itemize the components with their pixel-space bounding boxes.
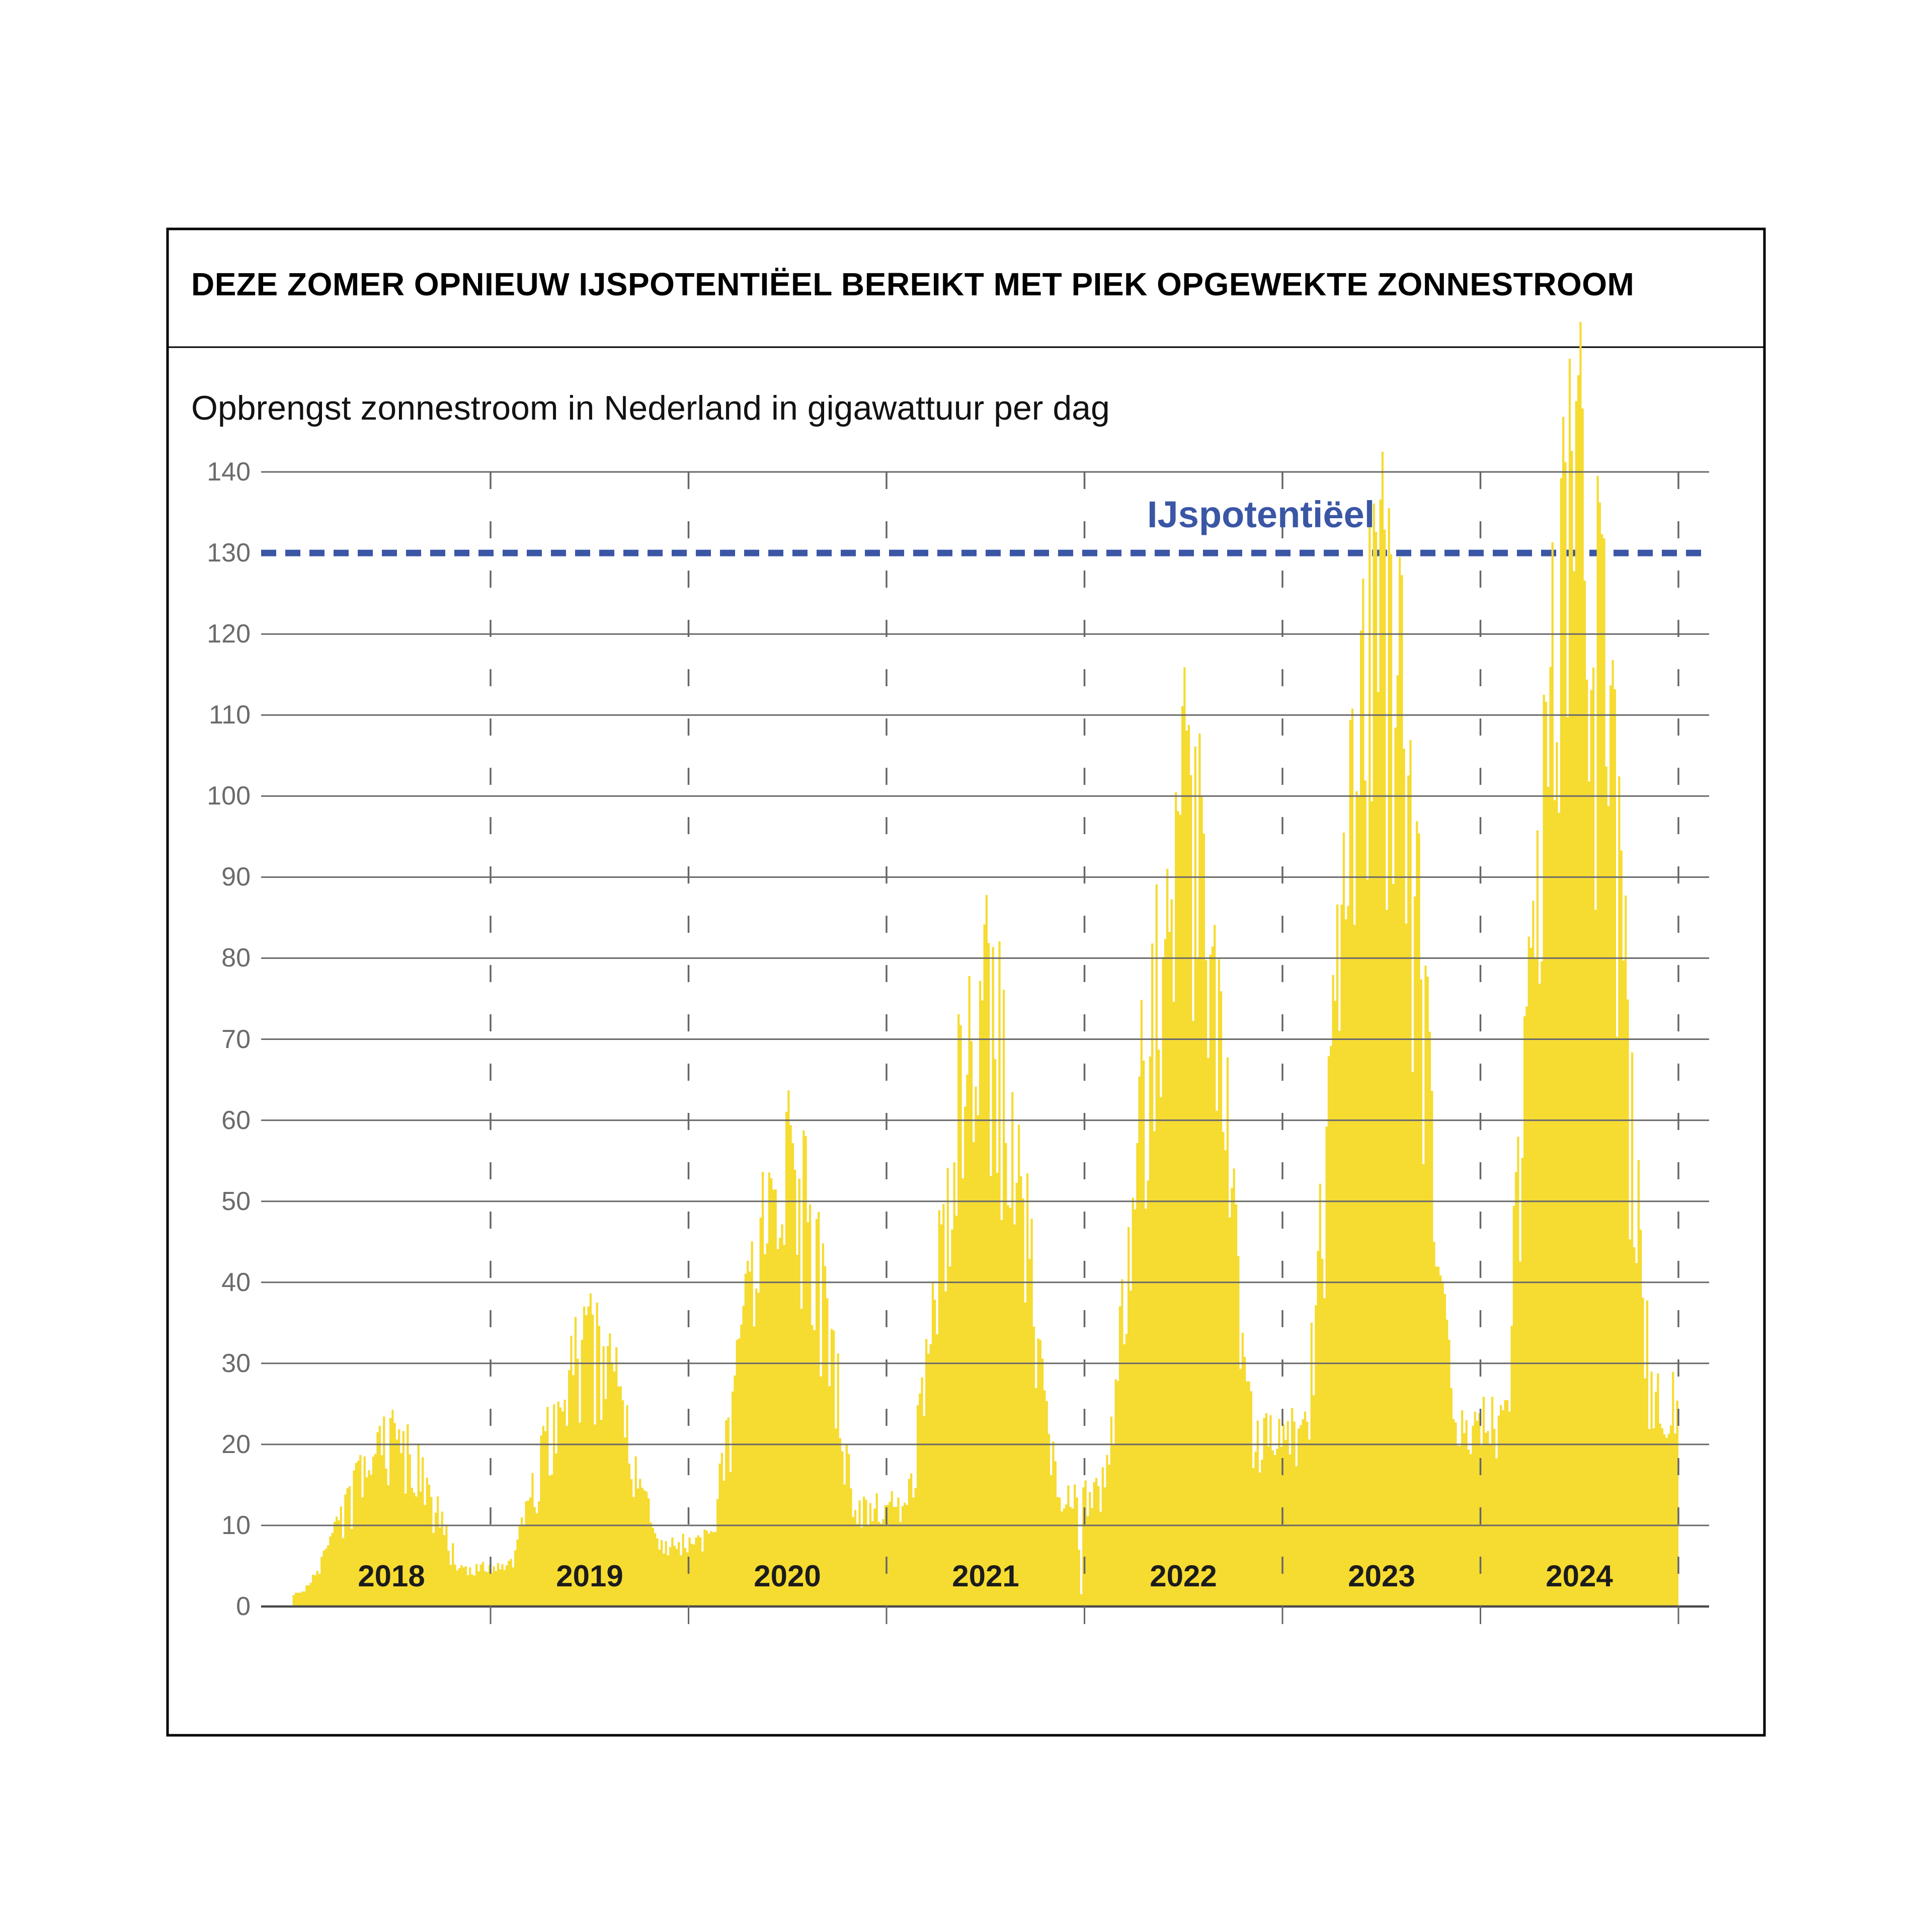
threshold-label: IJspotentiëel (1147, 494, 1375, 535)
y-tick-30: 30 (221, 1349, 251, 1378)
y-tick-80: 80 (221, 943, 251, 973)
year-label-2023: 2023 (1348, 1559, 1415, 1593)
y-tick-130: 130 (207, 538, 251, 568)
year-label-2018: 2018 (358, 1559, 425, 1593)
y-tick-0: 0 (236, 1592, 251, 1621)
y-tick-90: 90 (221, 862, 251, 892)
year-label-2019: 2019 (556, 1559, 623, 1593)
y-tick-120: 120 (207, 619, 251, 649)
y-tick-40: 40 (221, 1268, 251, 1297)
year-label-2022: 2022 (1150, 1559, 1217, 1593)
year-label-2020: 2020 (754, 1559, 821, 1593)
y-tick-110: 110 (209, 700, 251, 730)
year-label-2021: 2021 (952, 1559, 1019, 1593)
y-tick-50: 50 (221, 1187, 251, 1216)
y-tick-20: 20 (221, 1430, 251, 1459)
year-label-2024: 2024 (1546, 1559, 1613, 1593)
y-tick-10: 10 (221, 1511, 251, 1540)
chart-title: DEZE ZOMER OPNIEUW IJSPOTENTIËEL BEREIKT MET PIEK OPGEWEKTE ZONNESTROOM (191, 266, 1635, 302)
y-tick-140: 140 (207, 457, 251, 487)
chart-subtitle: Opbrengst zonnestroom in Nederland in gigawattuur per dag (191, 389, 1110, 427)
solar-yield-area (293, 322, 1679, 1606)
y-tick-100: 100 (207, 781, 251, 811)
y-tick-70: 70 (221, 1025, 251, 1054)
y-tick-60: 60 (221, 1106, 251, 1135)
